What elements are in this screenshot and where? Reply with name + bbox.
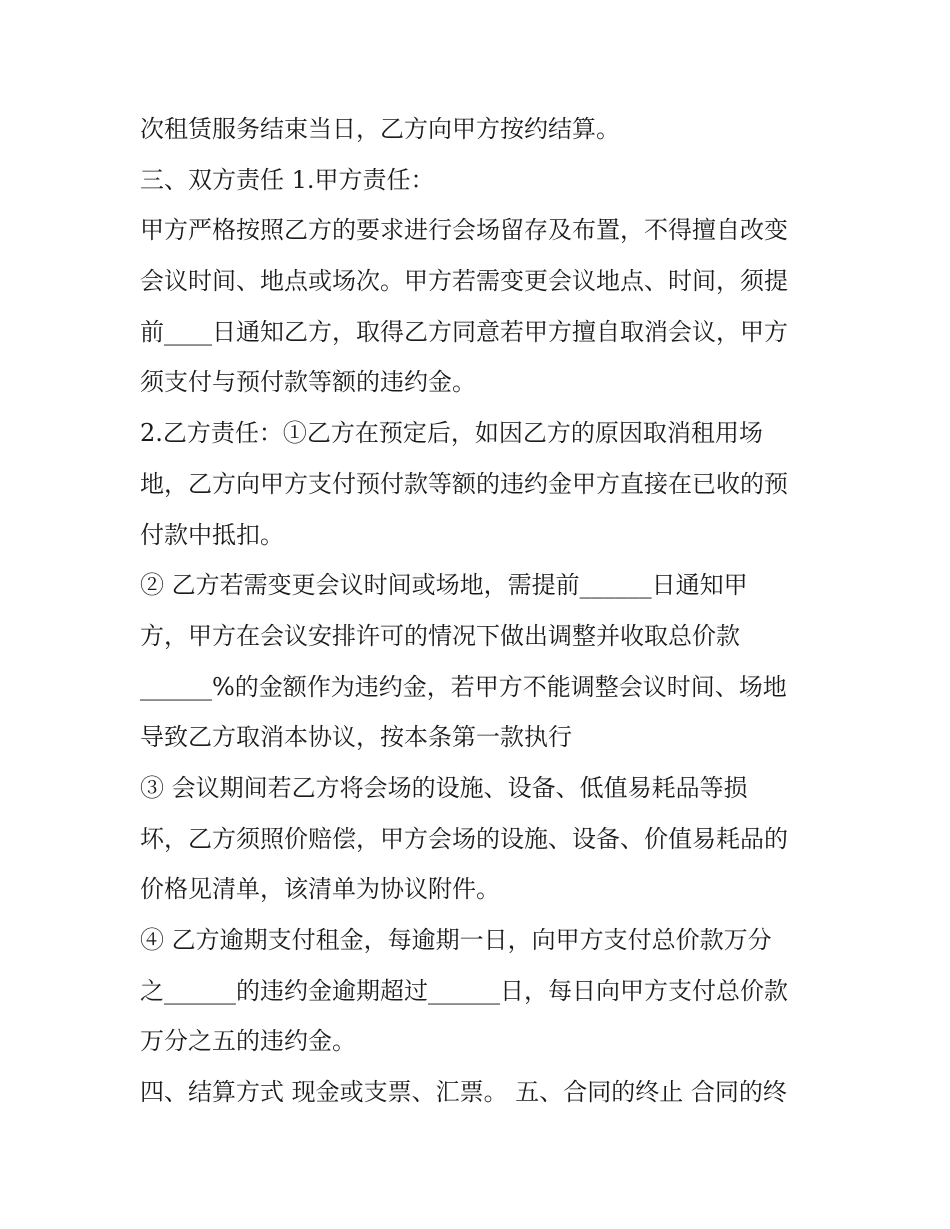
text-line: 付款中抵扣。 <box>140 520 284 549</box>
text-line: 须支付与预付款等额的违约金。 <box>140 368 476 397</box>
text-line: 前____日通知乙方，取得乙方同意若甲方擅自取消会议，甲方 <box>140 317 788 346</box>
text-line: 坏，乙方须照价赔偿，甲方会场的设施、设备、价值易耗品的 <box>140 824 788 853</box>
text-line: ② 乙方若需变更会议时间或场地，需提前______日通知甲 <box>140 571 748 600</box>
text-line: 之______的违约金逾期超过______日，每日向甲方支付总价款 <box>140 976 788 1005</box>
section-heading-responsibilities: 三、双方责任 1.甲方责任： <box>140 165 435 194</box>
text-line: 次租赁服务结束当日，乙方向甲方按约结算。 <box>140 115 620 143</box>
text-line: 会议时间、地点或场次。甲方若需变更会议地点、时间，须提 <box>140 267 788 296</box>
text-line: 2.乙方责任：①乙方在预定后，如因乙方的原因取消租用场 <box>140 419 763 448</box>
text-line: 导致乙方取消本协议，按本条第一款执行 <box>140 723 572 752</box>
text-line: 甲方严格按照乙方的要求进行会场留存及布置，不得擅自改变 <box>140 216 788 245</box>
text-line: 地，乙方向甲方支付预付款等额的违约金甲方直接在已收的预 <box>140 469 788 498</box>
text-line: 方，甲方在会议安排许可的情况下做出调整并收取总价款 <box>140 621 740 650</box>
document-body <box>140 104 820 1118</box>
section-heading-settlement: 四、结算方式 现金或支票、汇票。 五、合同的终止 合同的终 <box>140 1078 787 1107</box>
text-line: 万分之五的违约金。 <box>140 1027 356 1056</box>
text-line: 价格见清单，该清单为协议附件。 <box>140 875 500 904</box>
text-line: ______%的金额作为违约金，若甲方不能调整会议时间、场地 <box>140 672 787 701</box>
text-line: ④ 乙方逾期支付租金，每逾期一日，向甲方支付总价款万分 <box>140 926 772 954</box>
text-line: ③ 会议期间若乙方将会场的设施、设备、低值易耗品等损 <box>140 773 748 802</box>
